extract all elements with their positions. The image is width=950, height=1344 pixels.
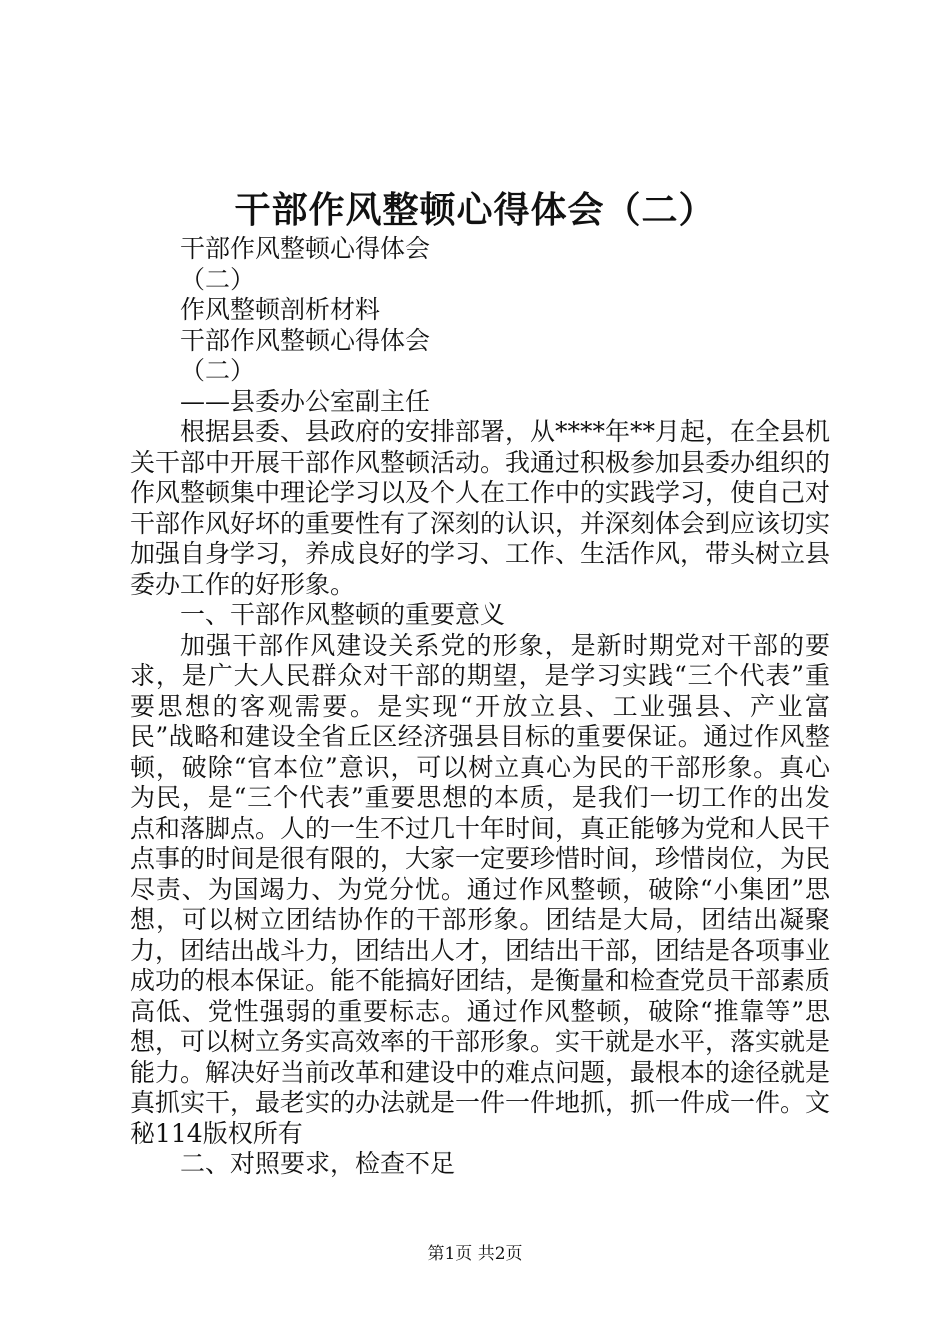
subtitle-line: （二）	[180, 356, 256, 385]
paragraph-significance: 加强干部作风建设关系党的形象，是新时期党对干部的要求，是广大人民群众对干部的期望，是学习实践“三个代表”重要思想的客观需要。是实现“开放立县、工业强县、产业富民”战略和建设全省丘区经济强县目标的重要保证。通过作风整顿，破除“官本位”意识，可以树立真心为民的干部形象。真心为民，是“三个代表”重要思想的本质，是我们一切工作的出发点和落脚点。人的一生不过几十年时间，真正能够为党和人民干点事的时间是很有限的，大家一定要珍惜时间，珍惜岗位，为民尽责、为国竭力、为党分忧。通过作风整顿，破除“小集团”思想，可以树立团结协作的干部形象。团结是大局，团结出凝聚力，团结出战斗力，团结出人才，团结出干部，团结是各项事业成功的根本保证。能不能搞好团结，是衡量和检查党员干部素质高低、党性强弱的重要标志。通过作风整顿，破除“推靠等”思想，可以树立务实高效率的干部形象。实干就是水平，落实就是能力。解决好当前改革和建设中的难点问题，最根本的途径就是真抓实干，最老实的办法就是一件一件地抓，抓一件成一件。文秘114版权所有	[130, 630, 831, 1148]
paragraph-intro: 根据县委、县政府的安排部署，从****年**月起，在全县机关干部中开展干部作风整顿活动。我通过积极参加县委办组织的作风整顿集中理论学习以及个人在工作中的实践学习，使自己对干部作风好坏的重要性有了深刻的认识，并深刻体会到应该切实加强自身学习，养成良好的学习、工作、生活作风，带头树立县委办工作的好形象。	[130, 417, 831, 599]
section-heading-2: 二、对照要求，检查不足	[180, 1149, 456, 1178]
document-body	[130, 234, 830, 1180]
subtitle-line: （二）	[180, 264, 256, 294]
page-footer: 第1页 共2页	[427, 1244, 523, 1264]
author-line: ——县委办公室副主任	[180, 386, 431, 416]
subtitle-line: 干部作风整顿心得体会	[180, 325, 431, 355]
subtitle-line: 干部作风整顿心得体会	[180, 234, 431, 263]
section-heading-1: 一、干部作风整顿的重要意义	[180, 600, 506, 629]
document-title: 干部作风整顿心得体会（二）	[234, 189, 716, 231]
subtitle-line: 作风整顿剖析材料	[180, 295, 381, 324]
